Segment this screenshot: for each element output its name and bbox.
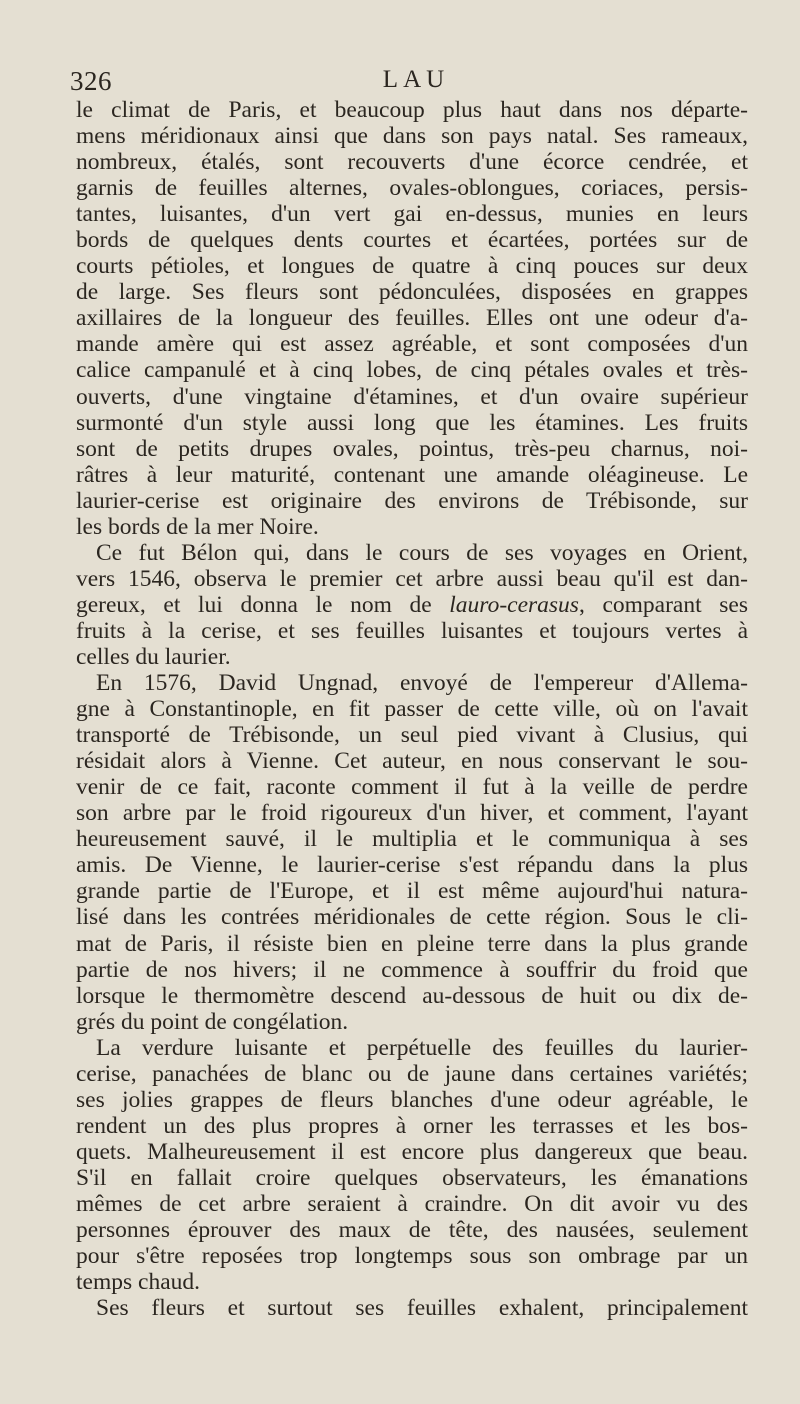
paragraph-first-line: Ce fut Bélon qui, dans le cours de ses voyages en Orient, <box>96 539 748 566</box>
text-line: S'il en fallait croire quelques observateurs, les émanations <box>76 1164 748 1191</box>
running-head <box>70 66 756 98</box>
body-text <box>76 97 748 1321</box>
text-line: partie de nos hivers; il ne commence à souffrir du froid que <box>76 956 748 983</box>
page-number: 326 <box>70 66 112 96</box>
text-line: vers 1546, observa le premier cet arbre aussi beau qu'il est dan- <box>76 565 748 592</box>
text-line: ses jolies grappes de fleurs blanches d'une odeur agréable, le <box>76 1086 748 1113</box>
text-line: gne à Constantinople, en fit passer de cette ville, où on l'avait <box>76 696 748 723</box>
text-line: mêmes de cet arbre seraient à craindre. On dit avoir vu des <box>76 1190 748 1217</box>
text-line: mat de Paris, il résiste bien en pleine terre dans la plus grande <box>76 930 748 957</box>
text-line: le climat de Paris, et beaucoup plus haut dans nos départe- <box>76 97 748 123</box>
text-line: garnis de feuilles alternes, ovales-oblongues, coriaces, persis- <box>76 175 748 202</box>
text-line: surmonté d'un style aussi long que les étamines. Les fruits <box>76 409 748 436</box>
text-line: temps chaud. <box>76 1269 200 1296</box>
text-line: grés du point de congélation. <box>76 1008 349 1035</box>
text-line: personnes éprouver des maux de tête, des nausées, seulement <box>76 1217 748 1244</box>
text-line: pour s'être reposées trop longtemps sous son ombrage par un <box>76 1243 748 1270</box>
text-line: mande amère qui est assez agréable, et sont composées d'un <box>76 331 748 358</box>
text-line: son arbre par le froid rigoureux d'un hiver, et comment, l'ayant <box>76 800 748 827</box>
text-line: de large. Ses fleurs sont pédonculées, disposées en grappes <box>76 279 748 306</box>
text-line: ouverts, d'une vingtaine d'étamines, et d'un ovaire supérieur <box>76 383 748 410</box>
text-line: nombreux, étalés, sont recouverts d'une écorce cendrée, et <box>76 149 748 176</box>
text-line: les bords de la mer Noire. <box>76 513 319 540</box>
text-line: sont de petits drupes ovales, pointus, très-peu charnus, noi- <box>76 435 748 462</box>
text-line: laurier-cerise est originaire des environs de Trébisonde, sur <box>76 487 748 514</box>
text-line: rendent un des plus propres à orner les terrasses et les bos- <box>76 1112 748 1139</box>
text-line: quets. Malheureusement il est encore plus dangereux que beau. <box>76 1138 748 1165</box>
text-line: heureusement sauvé, il le multiplia et le communiqua à ses <box>76 826 748 853</box>
text-line: calice campanulé et à cinq lobes, de cinq pétales ovales et très- <box>76 357 748 384</box>
text-line: lorsque le thermomètre descend au-dessous de huit ou dix de- <box>76 982 748 1009</box>
text-line: grande partie de l'Europe, et il est même aujourd'hui natura- <box>76 878 748 905</box>
text-line: transporté de Trébisonde, un seul pied vivant à Clusius, qui <box>76 722 748 749</box>
text-line: tantes, luisantes, d'un vert gai en-dessus, munies en leurs <box>76 201 748 228</box>
paragraph-first-line: En 1576, David Ungnad, envoyé de l'empereur d'Allema- <box>96 670 748 697</box>
text-line: cerise, panachées de blanc ou de jaune dans certaines variétés; <box>76 1060 748 1087</box>
text-line: amis. De Vienne, le laurier-cerise s'est répandu dans la plus <box>76 852 748 879</box>
text-line: mens méridionaux ainsi que dans son pays natal. Ses rameaux, <box>76 123 748 150</box>
text-line: bords de quelques dents courtes et écartées, portées sur de <box>76 227 748 254</box>
text-line: celles du laurier. <box>76 643 231 670</box>
text-line: fruits à la cerise, et ses feuilles luisantes et toujours vertes à <box>76 617 748 644</box>
paragraph-first-line: La verdure luisante et perpétuelle des feuilles du laurier- <box>96 1034 748 1061</box>
text-line: résidait alors à Vienne. Cet auteur, en nous conservant le sou- <box>76 748 748 775</box>
paragraph-first-line: Ses fleurs et surtout ses feuilles exhalent, principalement <box>96 1295 748 1322</box>
text-line: venir de ce fait, raconte comment il fut à la veille de perdre <box>76 774 748 801</box>
botanical-name: lauro-cerasus <box>449 591 579 618</box>
text-line: gereux, et lui donna le nom de lauro-cerasus, comparant ses <box>76 591 748 618</box>
text-line: courts pétioles, et longues de quatre à cinq pouces sur deux <box>76 253 748 280</box>
text-line: lisé dans les contrées méridionales de cette région. Sous le cli- <box>76 904 748 931</box>
text-line: axillaires de la longueur des feuilles. Elles ont une odeur d'a- <box>76 305 748 332</box>
running-title: LAU <box>382 66 450 93</box>
text-line: râtres à leur maturité, contenant une amande oléagineuse. Le <box>76 461 748 488</box>
